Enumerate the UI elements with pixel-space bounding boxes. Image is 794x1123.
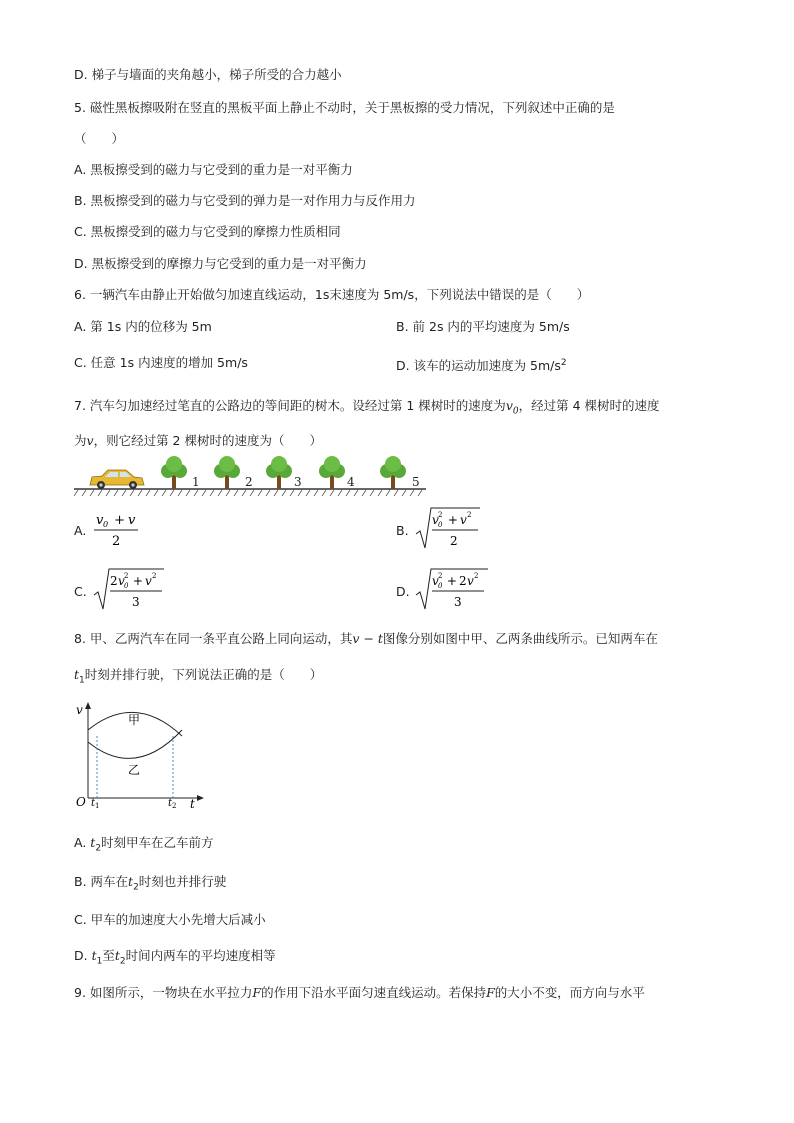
- q5-option-a: A. 黑板擦受到的磁力与它受到的重力是一对平衡力: [74, 162, 353, 177]
- q8-option-c: C. 甲车的加速度大小先增大后减小: [74, 912, 266, 927]
- svg-text:2: 2: [438, 572, 443, 580]
- svg-text:+: +: [444, 513, 462, 527]
- q8-text-c: 时刻并排行驶，下列说法正确的是（ ）: [84, 667, 323, 682]
- tree-icon-5: [380, 456, 406, 489]
- q8b-sub: 2: [133, 882, 139, 893]
- q8d-mid: 至: [102, 948, 115, 963]
- svg-text:2: 2: [124, 572, 129, 580]
- svg-text:v: v: [467, 574, 474, 588]
- svg-text:甲: 甲: [128, 713, 141, 727]
- svg-text:乙: 乙: [128, 763, 141, 777]
- q7-option-c-label: C.: [74, 584, 87, 599]
- svg-text:0: 0: [438, 521, 443, 529]
- svg-text:v: v: [128, 513, 136, 528]
- q7-text-c: 为: [74, 433, 87, 448]
- q8a-t: t: [90, 835, 96, 850]
- q8a-post: 时刻甲车在乙车前方: [101, 835, 214, 850]
- q8b-pre: B. 两车在: [74, 874, 129, 889]
- q7-road-figure: [74, 453, 434, 499]
- svg-text:v: v: [76, 703, 83, 717]
- svg-text:v: v: [118, 574, 125, 588]
- q7-text-b: ，经过第 4 棵树时的速度: [518, 398, 660, 413]
- q6-stem: 6. 一辆汽车由静止开始做匀加速直线运动，1s末速度为 5m/s，下列说法中错误的是（ ）: [74, 287, 590, 302]
- q9-F: F: [252, 985, 262, 1000]
- q7-option-a-formula: [92, 508, 172, 552]
- q9-text-c: 的大小不变，而方向与水平: [494, 985, 645, 1000]
- svg-text:2: 2: [459, 574, 467, 588]
- q7-text-a: 7. 汽车匀加速经过笔直的公路边的等间距的树木。设经过第 1 棵树时的速度为: [74, 398, 506, 413]
- svg-text:v: v: [145, 574, 152, 588]
- svg-text:2: 2: [152, 572, 157, 580]
- q5-option-d: D. 黑板擦受到的摩擦力与它受到的重力是一对平衡力: [74, 256, 367, 271]
- q8b-post: 时刻也并排行驶: [138, 874, 227, 889]
- tree-label-3: 3: [294, 475, 302, 489]
- q8-vt-graph: [72, 700, 207, 810]
- q6-option-b: B. 前 2s 内的平均速度为 5m/s: [396, 319, 570, 334]
- q9-F2: F: [486, 985, 495, 1000]
- q6d-text: D. 该车的运动加速度为 5m/s: [396, 358, 561, 374]
- svg-text:+: +: [129, 574, 147, 588]
- q8-t1-sub: 1: [79, 675, 85, 686]
- q7-option-d-formula: [414, 565, 498, 613]
- curve-yi: [88, 730, 182, 758]
- q9-text-b: 的作用下沿水平面匀速直线运动。若保持: [261, 985, 487, 1000]
- q7-stem-line1: [74, 398, 660, 420]
- svg-text:2: 2: [172, 802, 177, 810]
- q7-v0: v: [505, 398, 513, 413]
- q7-option-b-label: B.: [396, 523, 409, 538]
- q9-stem: [74, 985, 645, 1001]
- q8a-pre: A.: [74, 835, 91, 850]
- svg-text:3: 3: [132, 595, 140, 609]
- tree-icon-4: [319, 456, 345, 489]
- tree-label-2: 2: [245, 475, 253, 489]
- q7-v: v: [86, 433, 94, 448]
- tree-label-4: 4: [347, 475, 355, 489]
- q8-stem-line1: [74, 631, 658, 647]
- svg-text:2: 2: [110, 574, 118, 588]
- q6-option-a: A. 第 1s 内的位移为 5m: [74, 319, 212, 334]
- svg-text:O: O: [76, 795, 86, 809]
- q8d-pre: D.: [74, 948, 92, 963]
- q8-option-d: [74, 948, 276, 970]
- q8b-t: t: [128, 874, 134, 889]
- q5-paren: （ ）: [74, 131, 125, 146]
- svg-text:2: 2: [112, 534, 121, 549]
- q7-option-c-formula: [92, 565, 172, 613]
- tree-icon-3: [266, 456, 292, 489]
- q6-option-c: C. 任意 1s 内速度的增加 5m/s: [74, 355, 248, 370]
- tree-icon-1: [161, 456, 187, 489]
- q8-text-a: 8. 甲、乙两汽车在同一条平直公路上同向运动，其: [74, 631, 353, 646]
- q4-option-d: D. 梯子与墙面的夹角越小，梯子所受的合力越小: [74, 67, 342, 82]
- q8-t1: t: [74, 667, 80, 682]
- q8-vt: v − t: [352, 631, 383, 646]
- svg-text:1: 1: [95, 802, 100, 810]
- svg-text:2: 2: [438, 511, 443, 519]
- car-icon: [90, 470, 144, 489]
- q6-option-d: [396, 355, 567, 374]
- q7-v0-sub: 0: [512, 406, 519, 417]
- q6d-sup: 2: [560, 358, 567, 368]
- q8d-sub2: 2: [119, 956, 126, 967]
- q7-stem-line2: [74, 433, 322, 449]
- svg-text:3: 3: [454, 595, 462, 609]
- q8-text-b: 图像分别如图中甲、乙两条曲线所示。已知两车在: [382, 631, 658, 646]
- q8d-t1: t: [91, 948, 97, 963]
- q5-stem: 5. 磁性黑板擦吸附在竖直的黑板平面上静止不动时，关于黑板擦的受力情况，下列叙述中正确的是: [74, 100, 615, 115]
- svg-text:v: v: [96, 513, 104, 528]
- q5-option-b: B. 黑板擦受到的磁力与它受到的弹力是一对作用力与反作用力: [74, 193, 416, 208]
- tree-label-1: 1: [192, 475, 200, 489]
- q8a-sub: 2: [95, 843, 102, 854]
- svg-text:v: v: [432, 513, 439, 527]
- svg-text:2: 2: [450, 534, 458, 548]
- q8d-post: 时间内两车的平均速度相等: [125, 948, 276, 963]
- svg-text:v: v: [432, 574, 439, 588]
- svg-text:0: 0: [103, 520, 109, 529]
- q8d-t2: t: [114, 948, 120, 963]
- svg-text:+: +: [443, 574, 461, 588]
- svg-text:2: 2: [474, 572, 479, 580]
- q8-option-a: [74, 835, 214, 857]
- q9-text-a: 9. 如图所示，一物块在水平拉力: [74, 985, 253, 1000]
- svg-text:2: 2: [467, 511, 472, 519]
- q7-option-d-label: D.: [396, 584, 410, 599]
- tree-label-5: 5: [412, 475, 420, 489]
- q5-option-c: C. 黑板擦受到的磁力与它受到的摩擦力性质相同: [74, 224, 341, 239]
- q7-option-a-label: A.: [74, 523, 87, 538]
- svg-text:v: v: [460, 513, 467, 527]
- svg-text:t: t: [91, 798, 96, 809]
- svg-text:t: t: [168, 798, 173, 809]
- q7-option-b-formula: [414, 504, 494, 552]
- q7-text-d: ，则它经过第 2 棵树时的速度为（ ）: [93, 433, 322, 448]
- tree-icon-2: [214, 456, 240, 489]
- q8-option-b: [74, 874, 226, 896]
- svg-text:0: 0: [124, 582, 129, 590]
- svg-text:0: 0: [438, 582, 443, 590]
- svg-text:+: +: [110, 513, 130, 528]
- svg-text:t: t: [190, 797, 195, 810]
- q8d-sub1: 1: [96, 956, 103, 967]
- q8-stem-line2: [74, 667, 322, 689]
